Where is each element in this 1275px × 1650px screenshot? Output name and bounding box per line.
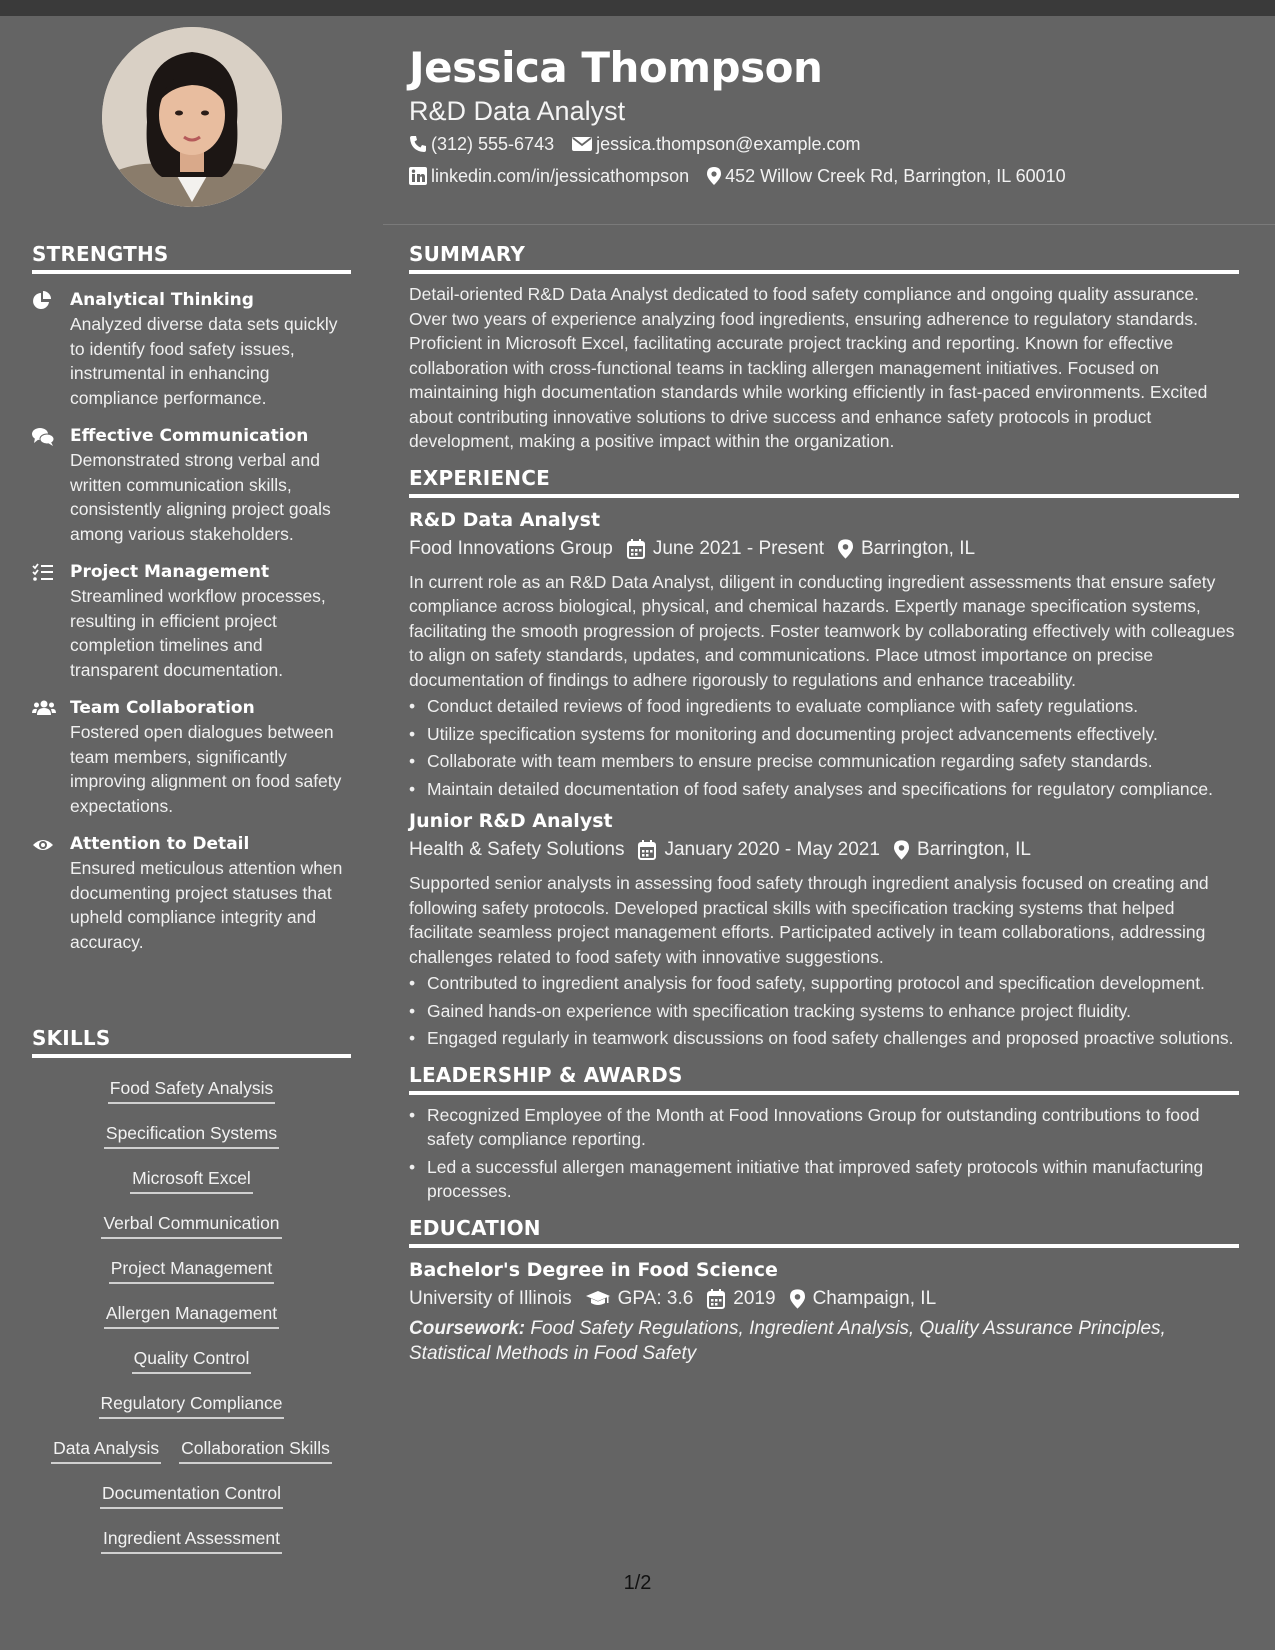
skill-tag: Project Management <box>109 1256 274 1284</box>
strength-item <box>32 288 351 410</box>
resume-header <box>409 42 1229 192</box>
chat-bubbles-icon <box>32 427 54 447</box>
right-column <box>409 242 1239 1378</box>
strength-item <box>32 696 351 818</box>
phone-icon <box>409 135 427 153</box>
calendar-icon <box>627 539 645 559</box>
resume-page <box>0 16 1275 1650</box>
strength-desc: Streamlined workflow processes, resulting in efficient project completion timelines and transparent documentation. <box>70 586 326 680</box>
job-title: Junior R&D Analyst <box>409 810 613 832</box>
skill-tag: Quality Control <box>132 1346 252 1374</box>
strengths-heading: STRENGTHS <box>32 242 351 274</box>
skill-tag: Collaboration Skills <box>179 1436 332 1464</box>
list-item: • Maintain detailed documentation of food safety analyses and specifications for regulatory compliance. <box>409 777 1239 802</box>
education-section <box>409 1216 1239 1366</box>
linkedin-link[interactable]: linkedin.com/in/jessicathompson <box>431 166 690 186</box>
phone-number[interactable]: (312) 555-6743 <box>431 134 555 154</box>
pie-chart-icon <box>32 291 54 311</box>
coursework-list: Food Safety Regulations, Ingredient Analysis, Quality Assurance Principles, Statistical Methods in Food Safety <box>409 1317 1166 1364</box>
location-pin-icon <box>790 1289 805 1309</box>
job-meta <box>409 835 1239 865</box>
calendar-icon <box>638 840 656 860</box>
strength-desc: Demonstrated strong verbal and written communication skills, consistently aligning project goals among various stakeholders. <box>70 450 331 544</box>
summary-section <box>409 242 1239 454</box>
address-text: 452 Willow Creek Rd, Barrington, IL 60010 <box>725 166 1066 186</box>
skill-tag: Verbal Communication <box>101 1211 281 1239</box>
envelope-icon <box>572 136 592 152</box>
job-description: In current role as an R&D Data Analyst, diligent in conducting ingredient assessments that ensure safety compliance across biological, physical, and chemical hazards. Expertly manage specification systems, facilitating the smooth progression of projects. Foster teamwork by collaborating effectively with colleagues to align on safety standards, updates, and communications. Place utmost importance on precise documentation of findings to adhere rigorously to regulations and enhance traceability. <box>409 571 1235 690</box>
strength-item <box>32 424 351 546</box>
contact-row <box>409 160 1229 192</box>
location-pin-icon <box>894 840 909 860</box>
list-item: • Led a successful allergen management initiative that improved safety protocols within manufacturing processes. <box>409 1155 1239 1204</box>
job-dates: January 2020 - May 2021 <box>664 839 880 860</box>
job-company: Food Innovations Group <box>409 537 613 559</box>
job-company: Health & Safety Solutions <box>409 839 625 860</box>
job-location: Barrington, IL <box>860 537 976 559</box>
degree-title: Bachelor's Degree in Food Science <box>409 1258 778 1281</box>
summary-heading: SUMMARY <box>409 242 1239 274</box>
candidate-name: Jessica Thompson <box>409 43 823 92</box>
strength-title: Analytical Thinking <box>70 290 254 310</box>
candidate-role: R&D Data Analyst <box>409 96 626 126</box>
graduation-year: 2019 <box>733 1287 776 1309</box>
strength-item <box>32 560 351 682</box>
school-name: University of Illinois <box>409 1287 572 1309</box>
task-list-icon <box>32 563 54 583</box>
list-item: • Recognized Employee of the Month at Food Innovations Group for outstanding contributions to food safety compliance reporting. <box>409 1103 1239 1152</box>
experience-heading: EXPERIENCE <box>409 466 1239 498</box>
email-link[interactable]: jessica.thompson@example.com <box>596 134 861 154</box>
awards-section <box>409 1063 1239 1204</box>
job-bullets <box>409 971 1239 1051</box>
skill-tag: Regulatory Compliance <box>99 1391 285 1419</box>
skills-list <box>32 1076 351 1571</box>
job-bullets <box>409 694 1239 801</box>
job-dates: June 2021 - Present <box>652 537 824 559</box>
coursework-label: Coursework: <box>409 1317 526 1339</box>
strength-desc: Ensured meticulous attention when documenting project statuses that upheld compliance integrity and accuracy. <box>70 858 343 952</box>
list-item: • Collaborate with team members to ensure precise communication regarding safety standards. <box>409 749 1239 774</box>
strength-desc: Fostered open dialogues between team members, significantly improving alignment on food safety expectations. <box>70 722 342 816</box>
strength-title: Effective Communication <box>70 426 309 446</box>
page-number: 1/2 <box>623 1572 652 1594</box>
contact-row <box>409 128 1229 160</box>
education-meta <box>409 1284 1239 1314</box>
job-meta <box>409 534 1239 564</box>
summary-text: Detail-oriented R&D Data Analyst dedicated to food safety compliance and ongoing quality assurance. Over two years of experience analyzing food ingredients, ensuring adherence to regulatory standards. Proficient in Microsoft Excel, facilitating accurate project tracking and reporting. Known for effective collaboration with cross-functional teams in tackling allergen management initiatives. Focused on maintaining high documentation standards while working efficiently in fast-paced environments. Excited about contributing innovative solutions to drive success and enhance safety protocols in product development, making a positive impact within the organization. <box>409 284 1208 451</box>
avatar <box>102 27 282 207</box>
location-pin-icon <box>838 539 853 559</box>
school-location: Champaign, IL <box>812 1287 937 1309</box>
eye-icon <box>32 835 54 855</box>
gpa-text: GPA: 3.6 <box>617 1287 694 1309</box>
skill-tag: Allergen Management <box>104 1301 279 1329</box>
skill-tag: Food Safety Analysis <box>108 1076 275 1104</box>
job-title: R&D Data Analyst <box>409 508 601 531</box>
strength-title: Team Collaboration <box>70 698 255 718</box>
experience-section <box>409 466 1239 1051</box>
list-item: • Engaged regularly in teamwork discussions on food safety challenges and proposed proactive solutions. <box>409 1026 1239 1051</box>
skill-tag: Documentation Control <box>100 1481 283 1509</box>
job-location: Barrington, IL <box>916 839 1032 860</box>
strength-title: Attention to Detail <box>70 834 250 854</box>
skill-tag: Ingredient Assessment <box>101 1526 282 1554</box>
strength-title: Project Management <box>70 562 270 582</box>
job-description: Supported senior analysts in assessing food safety through ingredient analysis focused on creating and following safety protocols. Developed practical skills with specification tracking systems that helped facilitate seamless project management efforts. Participated actively in team collaborations, addressing challenges related to food safety with innovative suggestions. <box>409 873 1209 967</box>
list-item: • Conduct detailed reviews of food ingredients to evaluate compliance with safety regulations. <box>409 694 1239 719</box>
skill-tag: Data Analysis <box>51 1436 161 1464</box>
skill-tag: Specification Systems <box>104 1121 279 1149</box>
profile-photo <box>102 27 282 207</box>
awards-bullets <box>409 1103 1239 1204</box>
top-bar <box>0 0 1275 16</box>
linkedin-icon <box>409 167 427 185</box>
graduation-cap-icon <box>586 1290 610 1308</box>
awards-heading: LEADERSHIP & AWARDS <box>409 1063 1239 1095</box>
location-pin-icon <box>707 167 721 185</box>
strength-item <box>32 832 351 954</box>
list-item: • Contributed to ingredient analysis for food safety, supporting protocol and specification development. <box>409 971 1239 996</box>
strength-desc: Analyzed diverse data sets quickly to identify food safety issues, instrumental in enhancing compliance performance. <box>70 314 338 408</box>
skills-heading: SKILLS <box>32 1026 351 1058</box>
header-divider <box>383 224 1275 225</box>
strengths-list <box>32 288 351 968</box>
job-entry <box>409 506 1239 802</box>
calendar-icon <box>707 1289 725 1309</box>
coursework <box>409 1316 1239 1366</box>
job-entry <box>409 807 1239 1051</box>
skill-tag: Microsoft Excel <box>130 1166 253 1194</box>
list-item: • Utilize specification systems for monitoring and documenting project advancements effectively. <box>409 722 1239 747</box>
education-heading: EDUCATION <box>409 1216 1239 1248</box>
list-item: • Gained hands-on experience with specification tracking systems to enhance project fluidity. <box>409 999 1239 1024</box>
users-icon <box>32 699 54 719</box>
